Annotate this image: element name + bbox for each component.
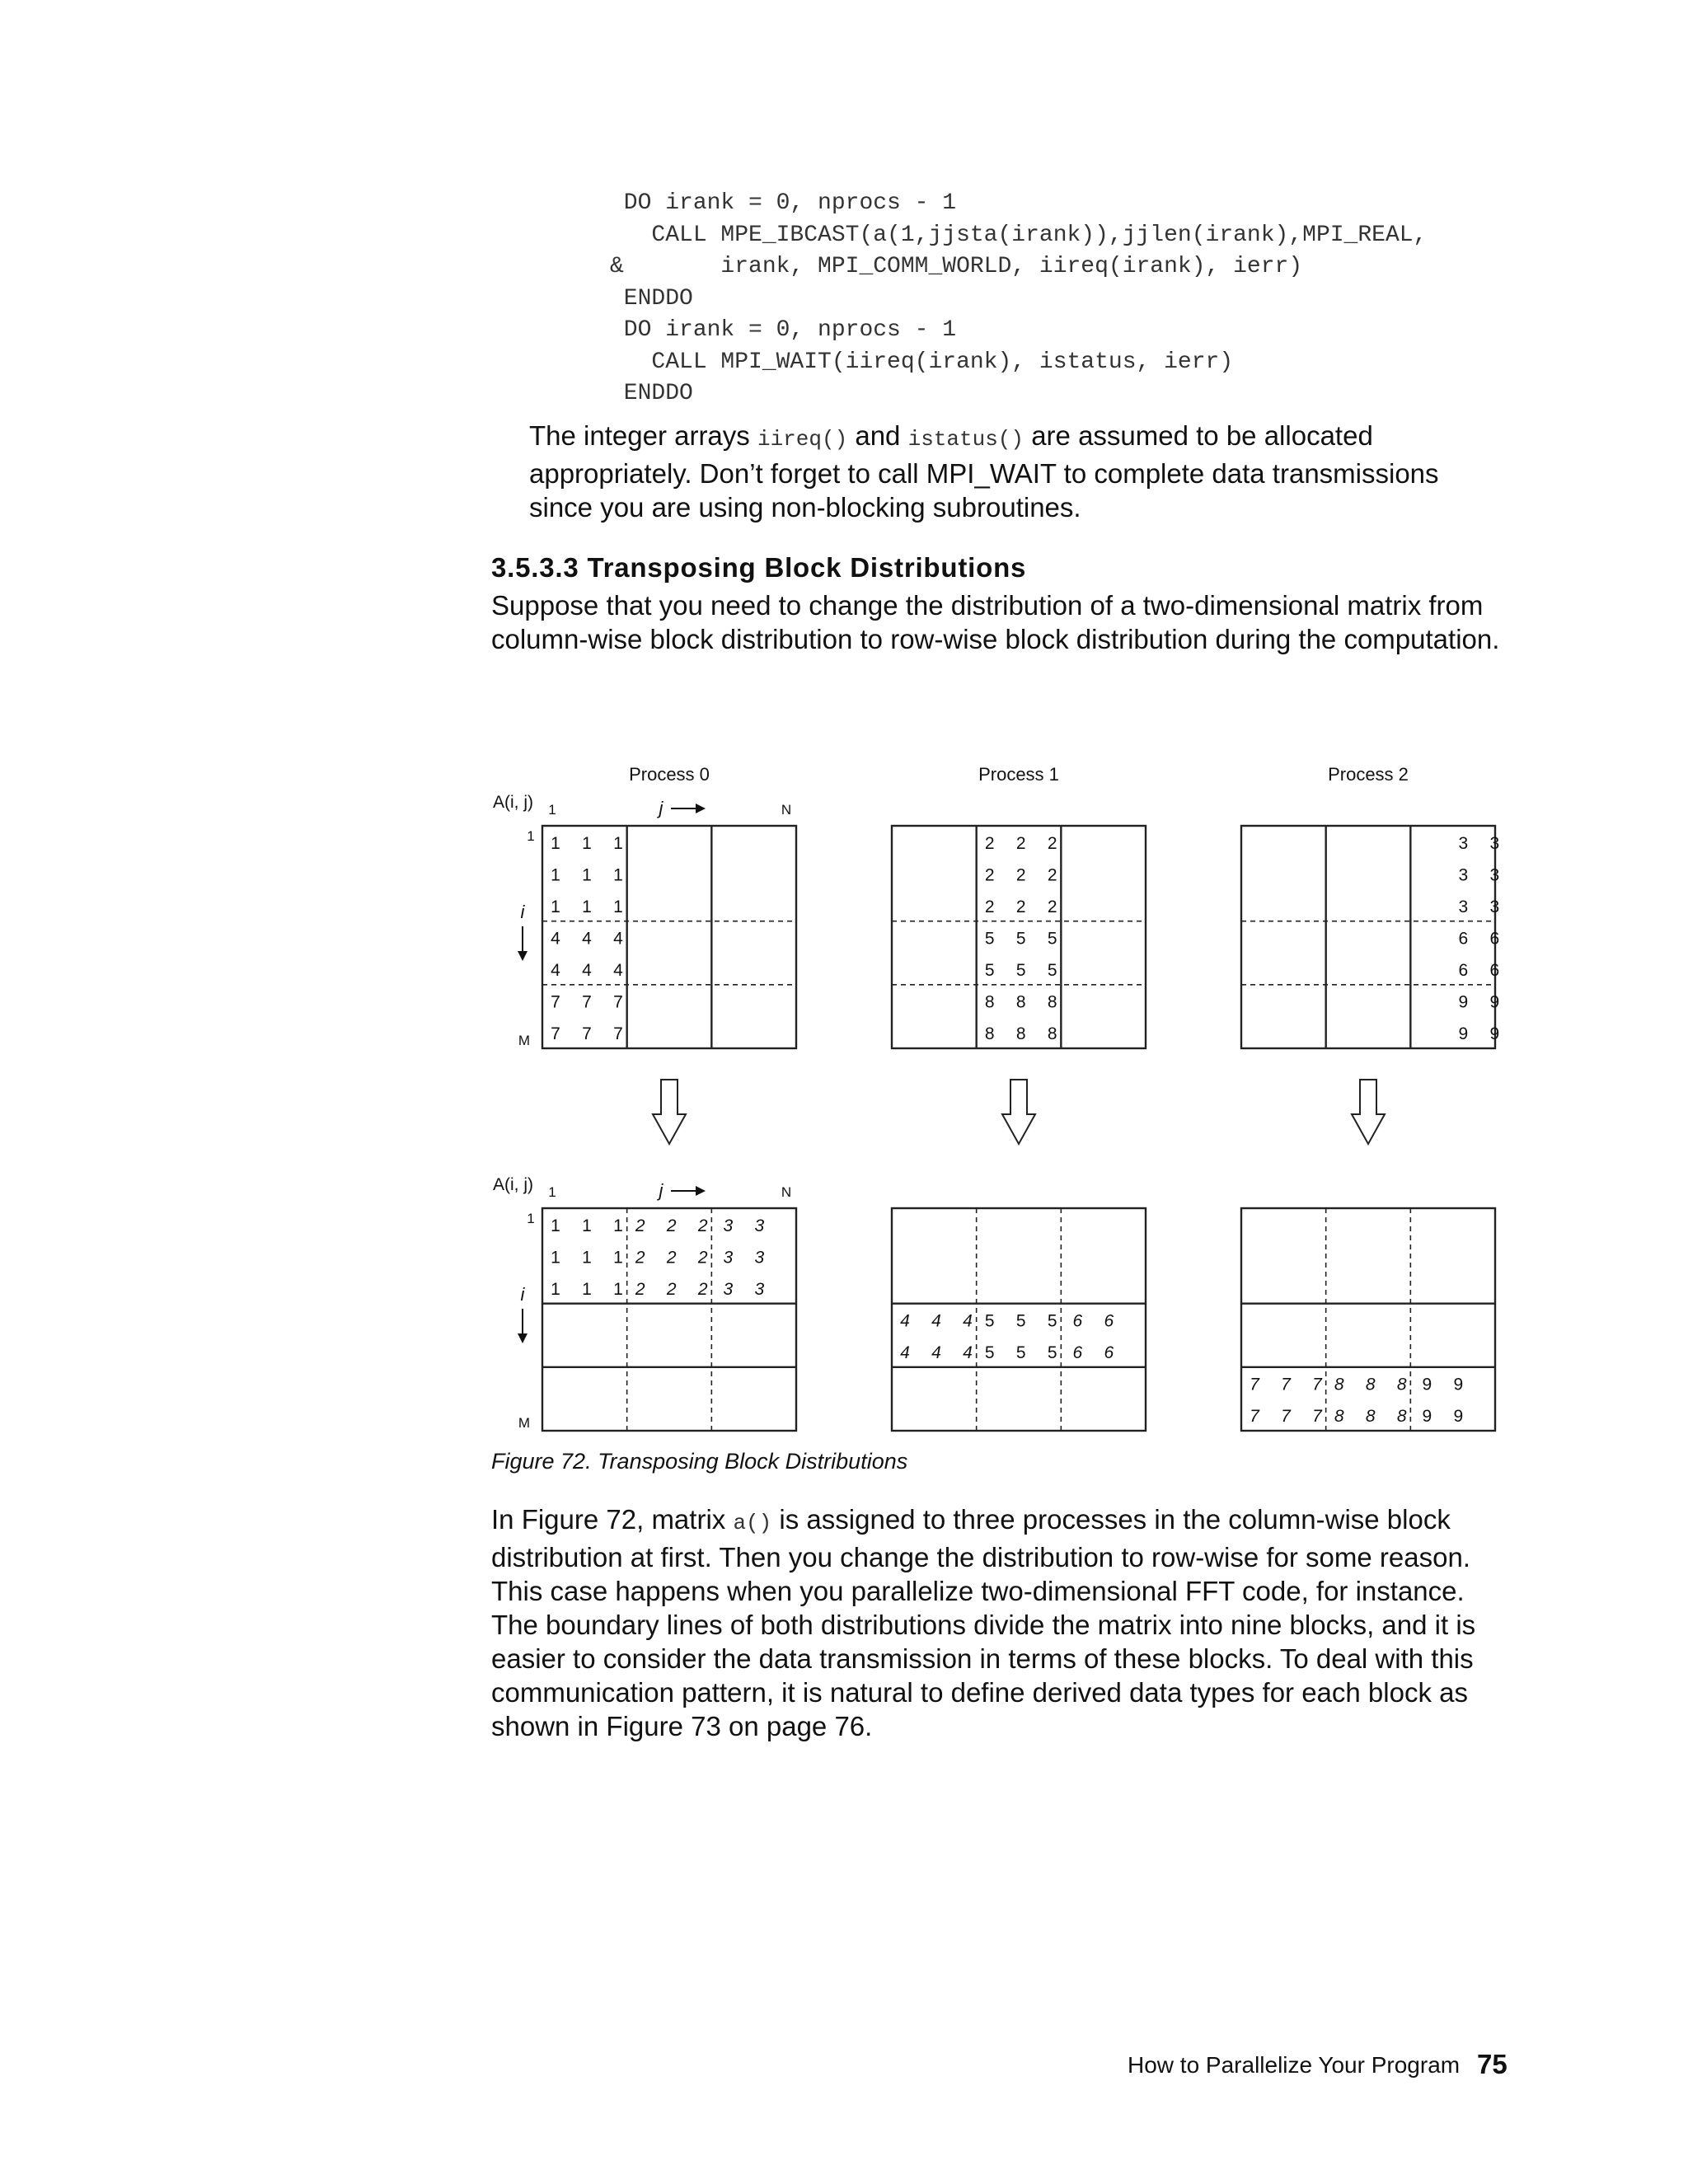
- cell-value: 8: [1365, 1407, 1376, 1427]
- cell-value: 4: [963, 1311, 973, 1331]
- cell-value: 6: [1489, 929, 1500, 949]
- cell-value: 4: [613, 929, 623, 949]
- process-label: Process 1: [978, 764, 1059, 785]
- code-line: CALL MPI_WAIT(iireq(irank), istatus, ierr): [610, 349, 1234, 375]
- cell-value: 2: [697, 1279, 708, 1299]
- cell-value: 3: [1458, 833, 1469, 853]
- cell-value: 9: [1458, 992, 1469, 1012]
- col-start-label: 1: [548, 1184, 556, 1200]
- inline-code: a(): [733, 1511, 772, 1535]
- cell-value: 1: [613, 1248, 623, 1268]
- section-heading: 3.5.3.3 Transposing Block Distributions: [491, 552, 1027, 583]
- col-start-label: 1: [548, 802, 556, 818]
- cell-value: 1: [613, 1279, 623, 1299]
- matrix-box: [542, 826, 796, 1048]
- cell-value: 5: [1015, 1343, 1026, 1363]
- arrow-down-icon: [518, 1333, 528, 1343]
- down-arrow-icon: [653, 1080, 686, 1144]
- cell-value: 5: [1047, 929, 1057, 949]
- cell-value: 3: [1458, 897, 1469, 916]
- cell-value: 6: [1489, 961, 1500, 981]
- cell-value: 8: [1047, 992, 1057, 1012]
- row-var-label: i: [520, 902, 525, 922]
- code-line: DO irank = 0, nprocs - 1: [610, 190, 957, 216]
- row-end-label: M: [518, 1033, 531, 1048]
- cell-value: 2: [697, 1248, 708, 1268]
- cell-value: 7: [1312, 1407, 1322, 1427]
- cell-value: 3: [754, 1216, 765, 1235]
- cell-value: 6: [1072, 1311, 1083, 1331]
- cell-value: 1: [551, 897, 560, 916]
- cell-value: 3: [754, 1279, 765, 1299]
- matrix-label: A(i, j): [493, 793, 533, 812]
- cell-value: 7: [1250, 1407, 1259, 1427]
- inline-code: istatus(): [907, 427, 1025, 452]
- cell-value: 6: [1104, 1343, 1114, 1363]
- page-number: 75: [1477, 2049, 1507, 2079]
- cell-value: 4: [582, 929, 592, 949]
- cell-value: 1: [551, 1248, 560, 1268]
- cell-value: 6: [1458, 961, 1469, 981]
- cell-value: 6: [1072, 1343, 1083, 1363]
- cell-value: 1: [551, 833, 560, 853]
- cell-value: 7: [1312, 1375, 1322, 1394]
- arrow-down-icon: [518, 951, 528, 961]
- col-end-label: N: [781, 1184, 792, 1200]
- cell-value: 8: [1047, 1024, 1057, 1044]
- col-var-label: j: [659, 1180, 663, 1201]
- cell-value: 9: [1422, 1375, 1432, 1394]
- cell-value: 2: [635, 1248, 645, 1268]
- paragraph-explanation: In Figure 72, matrix a() is assigned to three processes in the column-wise block distribution at first. Then you change the distribution to row-wise for some reason. This case happens when you parallelize two-dimensional FFT code, for instance. The boundary lines of both distributions divide the matrix into nine blocks, and it is easier to consider the data transmission in terms of these blocks. To deal with this communication pattern, it is natural to define derived data types for each block as shown in Figure 73 on page 76.: [491, 1504, 1476, 1741]
- cell-value: 4: [551, 961, 560, 981]
- cell-value: 8: [984, 992, 995, 1012]
- cell-value: 5: [1015, 961, 1026, 981]
- cell-value: 8: [1015, 1024, 1026, 1044]
- cell-value: 2: [1047, 833, 1057, 853]
- cell-value: 1: [551, 865, 560, 885]
- cell-value: 9: [1453, 1407, 1464, 1427]
- cell-value: 8: [1334, 1407, 1344, 1427]
- cell-value: 3: [1458, 865, 1469, 885]
- cell-value: 5: [1015, 929, 1026, 949]
- process-label: Process 0: [629, 764, 710, 785]
- cell-value: 6: [1104, 1311, 1114, 1331]
- code-line: DO irank = 0, nprocs - 1: [610, 317, 957, 343]
- cell-value: 9: [1489, 1024, 1500, 1044]
- cell-value: 2: [1047, 865, 1057, 885]
- cell-value: 7: [613, 1024, 623, 1044]
- cell-value: 9: [1453, 1375, 1464, 1394]
- cell-value: 5: [1047, 1311, 1057, 1331]
- cell-value: 7: [1281, 1407, 1291, 1427]
- cell-value: 9: [1489, 992, 1500, 1012]
- cell-value: 1: [551, 1216, 560, 1235]
- cell-value: 7: [551, 1024, 560, 1044]
- cell-value: 1: [613, 865, 623, 885]
- cell-value: 2: [1015, 865, 1026, 885]
- cell-value: 5: [1015, 1311, 1026, 1331]
- cell-value: 4: [900, 1311, 910, 1331]
- matrix-box: [1241, 826, 1495, 1048]
- cell-value: 8: [1015, 992, 1026, 1012]
- cell-value: 2: [635, 1279, 645, 1299]
- cell-value: 4: [613, 961, 623, 981]
- cell-value: 7: [613, 992, 623, 1012]
- cell-value: 4: [551, 929, 560, 949]
- arrow-right-icon: [696, 1186, 706, 1196]
- row-start-label: 1: [527, 828, 535, 844]
- cell-value: 3: [1489, 833, 1500, 853]
- cell-value: 7: [582, 992, 592, 1012]
- cell-value: 7: [1281, 1375, 1291, 1394]
- col-end-label: N: [781, 802, 792, 818]
- cell-value: 9: [1458, 1024, 1469, 1044]
- cell-value: 8: [1334, 1375, 1344, 1394]
- cell-value: 2: [984, 865, 995, 885]
- cell-value: 8: [1396, 1375, 1407, 1394]
- footer-chapter-title: How to Parallelize Your Program: [1128, 2052, 1461, 2078]
- cell-value: 1: [613, 897, 623, 916]
- cell-value: 2: [666, 1248, 677, 1268]
- cell-value: 5: [984, 929, 995, 949]
- cell-value: 7: [551, 992, 560, 1012]
- down-arrow-icon: [1002, 1080, 1035, 1144]
- cell-value: 5: [1047, 961, 1057, 981]
- cell-value: 2: [984, 833, 995, 853]
- matrix-box: [1241, 1208, 1495, 1431]
- cell-value: 5: [984, 1311, 995, 1331]
- cell-value: 3: [1489, 897, 1500, 916]
- down-arrow-icon: [1352, 1080, 1385, 1144]
- cell-value: 4: [582, 961, 592, 981]
- matrix-box: [542, 1208, 796, 1431]
- code-line: ENDDO: [610, 285, 693, 312]
- cell-value: 1: [582, 1248, 592, 1268]
- cell-value: 2: [1015, 833, 1026, 853]
- cell-value: 1: [613, 1216, 623, 1235]
- figure-caption: Figure 72. Transposing Block Distributions: [491, 1449, 908, 1474]
- cell-value: 1: [582, 865, 592, 885]
- cell-value: 1: [582, 1216, 592, 1235]
- cell-value: 2: [697, 1216, 708, 1235]
- paragraph-intro: Suppose that you need to change the distribution of a two-dimensional matrix from column-wise block distribution to row-wise block distribution during the computation.: [491, 590, 1500, 654]
- row-start-label: 1: [527, 1211, 535, 1226]
- cell-value: 1: [613, 833, 623, 853]
- col-var-label: j: [659, 798, 663, 818]
- cell-value: 8: [1365, 1375, 1376, 1394]
- cell-value: 4: [931, 1343, 941, 1363]
- cell-value: 7: [582, 1024, 592, 1044]
- cell-value: 3: [723, 1279, 734, 1299]
- cell-value: 1: [582, 897, 592, 916]
- cell-value: 8: [1396, 1407, 1407, 1427]
- cell-value: 1: [582, 833, 592, 853]
- code-line: CALL MPE_IBCAST(a(1,jjsta(irank)),jjlen(irank),MPI_REAL,: [610, 222, 1428, 248]
- row-var-label: i: [520, 1284, 525, 1305]
- paragraph-arrays: The integer arrays iireq() and istatus() are assumed to be allocated appropriately. Don’t forget to call MPI_WAIT to complete data transmissions since you are using non-blocking subroutines.: [529, 420, 1439, 523]
- inline-code: iireq(): [757, 427, 848, 452]
- cell-value: 3: [754, 1248, 765, 1268]
- row-end-label: M: [518, 1415, 531, 1431]
- cell-value: 3: [723, 1216, 734, 1235]
- matrix-label: A(i, j): [493, 1175, 533, 1194]
- process-label: Process 2: [1328, 764, 1409, 785]
- cell-value: 1: [551, 1279, 560, 1299]
- cell-value: 7: [1250, 1375, 1259, 1394]
- cell-value: 1: [582, 1279, 592, 1299]
- cell-value: 2: [635, 1216, 645, 1235]
- cell-value: 5: [984, 961, 995, 981]
- cell-value: 5: [984, 1343, 995, 1363]
- cell-value: 4: [900, 1343, 910, 1363]
- cell-value: 2: [984, 897, 995, 916]
- cell-value: 2: [666, 1279, 677, 1299]
- cell-value: 6: [1458, 929, 1469, 949]
- cell-value: 2: [1047, 897, 1057, 916]
- cell-value: 2: [666, 1216, 677, 1235]
- cell-value: 4: [963, 1343, 973, 1363]
- cell-value: 2: [1015, 897, 1026, 916]
- arrow-right-icon: [696, 804, 706, 813]
- cell-value: 9: [1422, 1407, 1432, 1427]
- cell-value: 5: [1047, 1343, 1057, 1363]
- cell-value: 3: [723, 1248, 734, 1268]
- cell-value: 3: [1489, 865, 1500, 885]
- cell-value: 4: [931, 1311, 941, 1331]
- cell-value: 8: [984, 1024, 995, 1044]
- code-line: ENDDO: [610, 381, 693, 406]
- code-line: & irank, MPI_COMM_WORLD, iireq(irank), ierr): [610, 254, 1303, 279]
